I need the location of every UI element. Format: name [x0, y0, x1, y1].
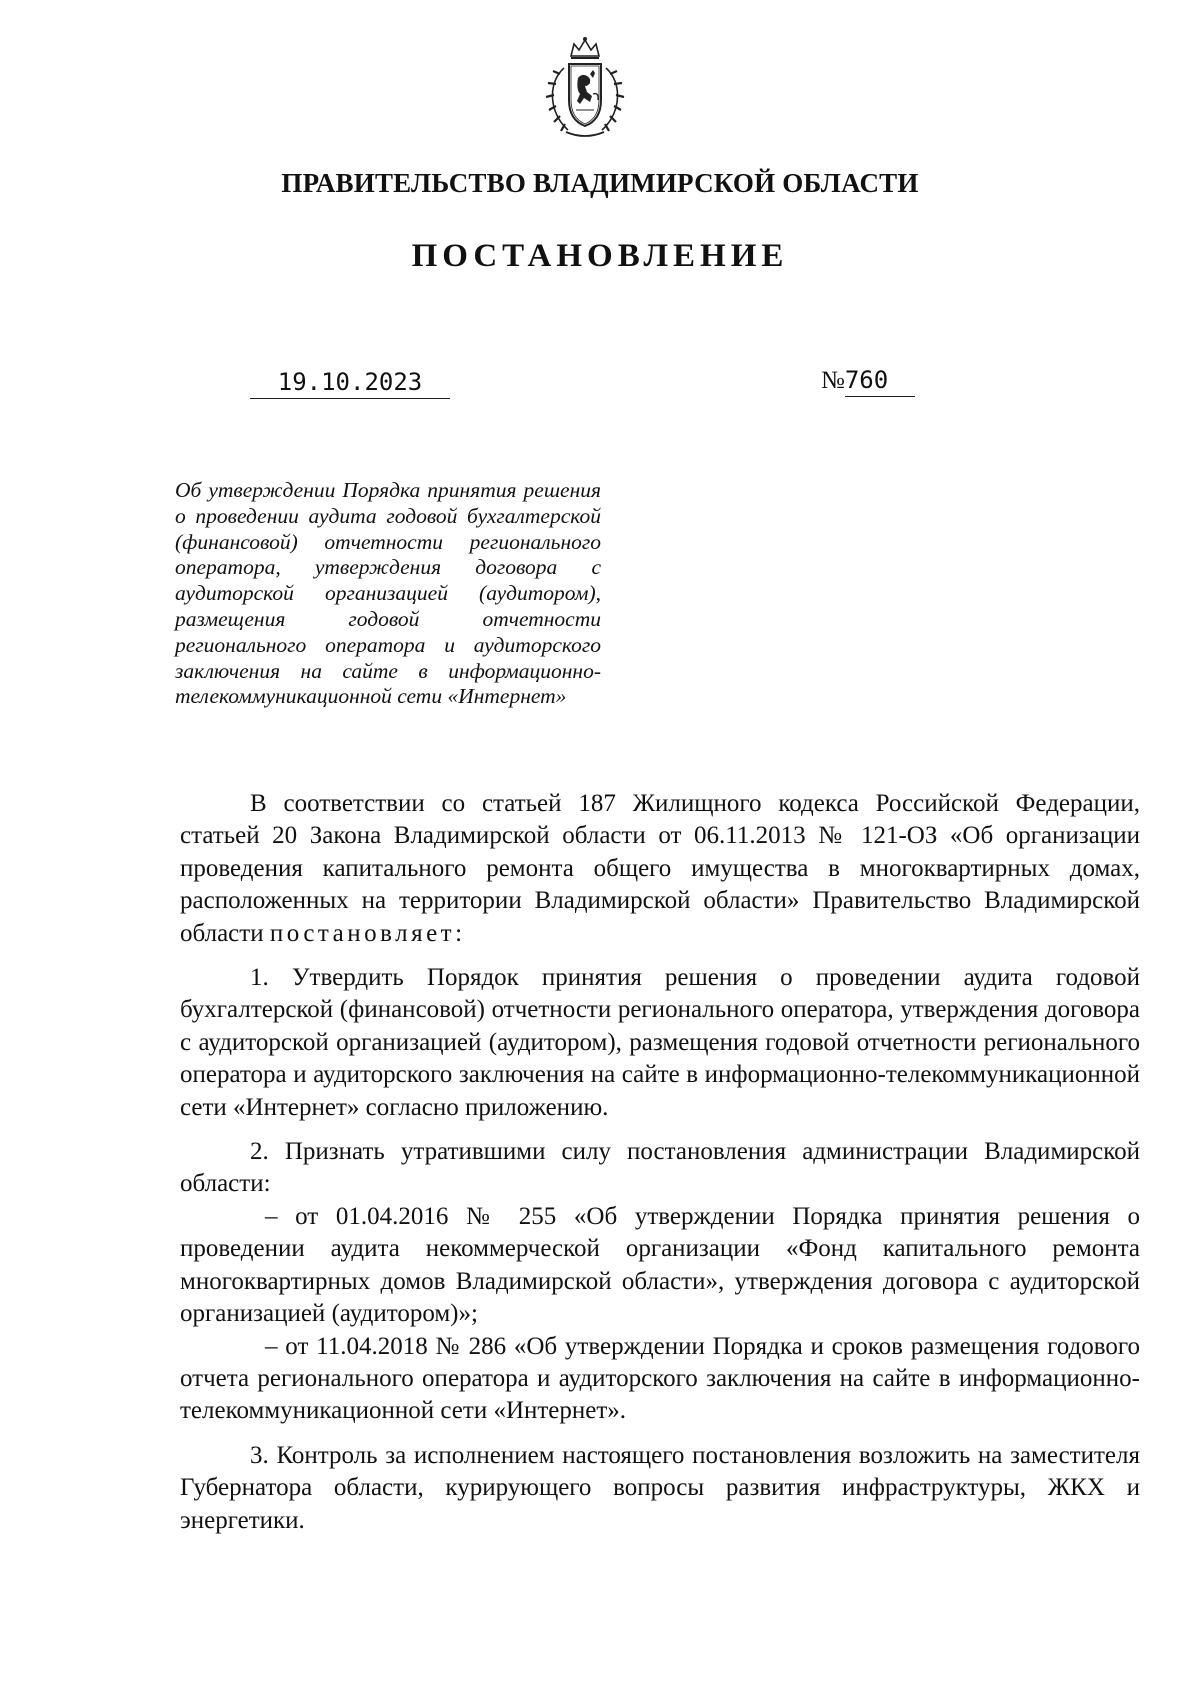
document-body [180, 788, 1140, 1537]
document-type-heading: ПОСТАНОВЛЕНИЕ [411, 238, 789, 274]
coat-of-arms-icon [538, 34, 632, 140]
number-value: 760 [845, 366, 915, 397]
authority-title: ПРАВИТЕЛЬСТВО ВЛАДИМИРСКОЙ ОБЛАСТИ [281, 168, 919, 198]
document-subject [175, 478, 601, 710]
preamble-verb: постановляет: [269, 919, 466, 947]
subject-text: Об утверждении Порядка принятия решения о проведении аудита годовой бухгалтерской (финансовой) отчетности регионального оператора, утверждения договора с аудиторской организацией (аудитором), размещения годовой отчетности регионального оператора и аудиторского заключения на сайте в информационно-телекоммуникационной сети «Интернет» [175, 478, 601, 709]
document-date: 19.10.2023 [250, 368, 450, 399]
document-number [821, 366, 931, 397]
item-3-paragraph: 3. Контроль за исполнением настоящего постановления возложить на заместителя Губернатора области, курирующего вопросы развития инфраструктуры, ЖКХ и энергетики. [180, 1441, 1140, 1534]
repealed-act-1: – от 01.04.2016 № 255 «Об утверждении Порядка принятия решения о проведении аудита некоммерческой организации «Фонд капитального ремонта многоквартирных домов Владимирской области», утверждения договора с аудиторской организацией (аудитором)»; [180, 1202, 1140, 1328]
preamble-paragraph [180, 788, 1140, 950]
item-1-paragraph: 1. Утвердить Порядок принятия решения о проведении аудита годовой бухгалтерской (финансовой) отчетности регионального оператора, утверждения договора с аудиторской организацией (аудитором), размещения годовой отчетности регионального оператора и аудиторского заключения на сайте в информационно-телекоммуникационной сети «Интернет» согласно приложению. [180, 964, 1140, 1121]
preamble-text: В соответствии со статьей 187 Жилищного кодекса Российской Федерации, статьей 20 Закона Владимирской области от 06.11.2013 № 121-ОЗ «Об организации проведения капитального ремонта общего имущества в многоквартирных домах, расположенных на территории Владимирской области» Правительство Владимирской области [180, 790, 1140, 947]
number-sign: № [821, 367, 845, 394]
item-2-paragraph: 2. Признать утратившими силу постановления администрации Владимирской области: [180, 1138, 1140, 1198]
repealed-act-2: – от 11.04.2018 № 286 «Об утверждении Порядка и сроков размещения годового отчета регионального оператора и аудиторского заключения на сайте в информационно-телекоммуникационной сети «Интернет». [180, 1332, 1140, 1425]
